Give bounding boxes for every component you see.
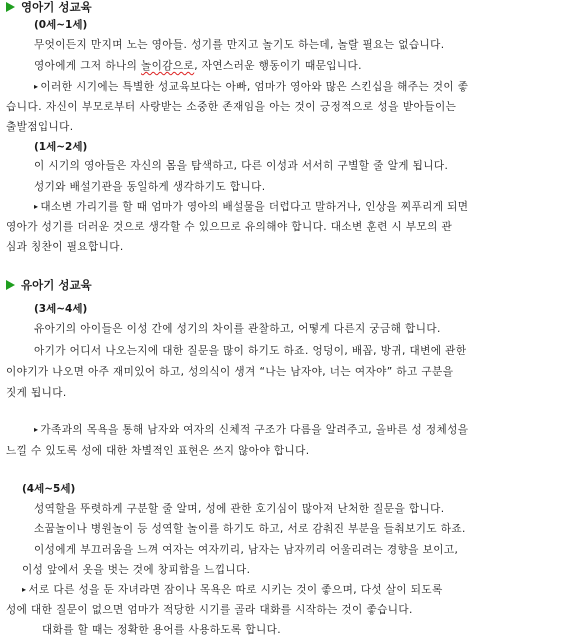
paragraph-line: 성역할을 뚜렷하게 구분할 줄 알며, 성에 관한 호기심이 많아져 난처한 질문을 합니다.	[34, 503, 445, 515]
paragraph-line: 대화를 할 때는 정확한 용어를 사용하도록 합니다.	[42, 624, 282, 636]
paragraph-line: 이 시기의 영아들은 자신의 몸을 탐색하고, 다른 이성과 서서히 구별할 줄 알게 됩니다.	[34, 160, 449, 172]
paragraph-line: 출발점입니다.	[6, 121, 74, 133]
paragraph-line: 성기와 배설기관을 동일하게 생각하기도 합니다.	[34, 181, 266, 193]
paragraph-line	[34, 79, 468, 95]
age-label: (0세~1세)	[34, 19, 88, 31]
age-label: (1세~2세)	[34, 141, 88, 153]
bullet-icon: ▸	[34, 202, 39, 211]
paragraph-line: 성에 대한 질문이 없으면 엄마가 적당한 시기를 골라 대화를 시작하는 것이 좋습니다.	[6, 604, 413, 616]
text-span: 대소변 가리기를 할 때 엄마가 영아의 배설물을 더럽다고 말하거나, 인상을 찌푸리게 되면	[40, 201, 469, 213]
age-label: (4세~5세)	[22, 483, 76, 495]
green-triangle-icon	[6, 2, 15, 12]
green-triangle-icon	[6, 280, 15, 290]
paragraph-line: 심과 칭찬이 필요합니다.	[6, 241, 124, 253]
misspelled-word: 놀이감으로	[141, 60, 195, 72]
paragraph-line	[34, 58, 362, 74]
text-span: 영아에게 그저 하나의	[34, 60, 142, 72]
paragraph-line: 짓게 됩니다.	[6, 387, 67, 399]
text-span: 이러한 시기에는 특별한 성교육보다는 아빠, 엄마가 영아와 많은 스킨십을 해주는 것이 좋	[40, 81, 469, 93]
paragraph-line: 이성 앞에서 옷을 벗는 것에 창피함을 느낍니다.	[22, 564, 251, 576]
age-label: (3세~4세)	[34, 303, 88, 315]
infant-section-heading	[6, 0, 92, 16]
paragraph-line: 느낄 수 있도록 성에 대한 차별적인 표현은 쓰지 않아야 합니다.	[6, 445, 310, 457]
text-span: 가족과의 목욕을 통해 남자와 여자의 신체적 구조가 다름을 알려주고, 올바른 성 정체성을	[40, 424, 469, 436]
paragraph-line: 이성에게 부끄러움을 느껴 여자는 여자끼리, 남자는 남자끼리 어울리려는 경향을 보이고,	[34, 544, 459, 556]
paragraph-line: 이야기가 나오면 아주 재미있어 하고, 성의식이 생겨 “나는 남자야, 너는 여자야” 하고 구분을	[6, 366, 454, 378]
paragraph-line: 아기가 어디서 나오는지에 대한 질문을 많이 하기도 하죠. 엉덩이, 배꼽, 방귀, 대변에 관한	[34, 345, 467, 357]
bullet-icon: ▸	[34, 425, 39, 434]
paragraph-line: 소꿉놀이나 병원놀이 등 성역할 놀이를 하기도 하고, 서로 감춰진 부분을 들춰보기도 하죠.	[34, 523, 466, 535]
heading-text: 영아기 성교육	[21, 0, 92, 14]
bullet-icon: ▸	[34, 82, 39, 91]
paragraph-line	[22, 582, 443, 598]
paragraph-line: 무엇이든지 만지며 노는 영아들. 성기를 만지고 놀기도 하는데, 놀랄 필요는 없습니다.	[34, 39, 445, 51]
paragraph-line	[34, 199, 468, 215]
text-span: 서로 다른 성을 둔 자녀라면 잠이나 목욕은 따로 시키는 것이 좋으며, 다섯 살이 되도록	[28, 584, 443, 596]
bullet-icon: ▸	[22, 585, 27, 594]
paragraph-line: 유아기의 아이들은 이성 간에 성기의 차이를 관찰하고, 어떻게 다른지 궁금해 합니다.	[34, 323, 441, 335]
toddler-section-heading	[6, 276, 92, 294]
text-span: , 자연스러운 행동이기 때문입니다.	[194, 60, 362, 72]
paragraph-line: 습니다. 자신이 부모로부터 사랑받는 소중한 존재임을 아는 것이 긍정적으로 성을 받아들이는	[6, 101, 457, 113]
heading-text: 유아기 성교육	[21, 278, 92, 292]
paragraph-line: 영아가 성기를 더러운 것으로 생각할 수 있으므로 유의해야 합니다. 대소변 훈련 시 부모의 관	[6, 221, 453, 233]
paragraph-line	[34, 422, 468, 438]
